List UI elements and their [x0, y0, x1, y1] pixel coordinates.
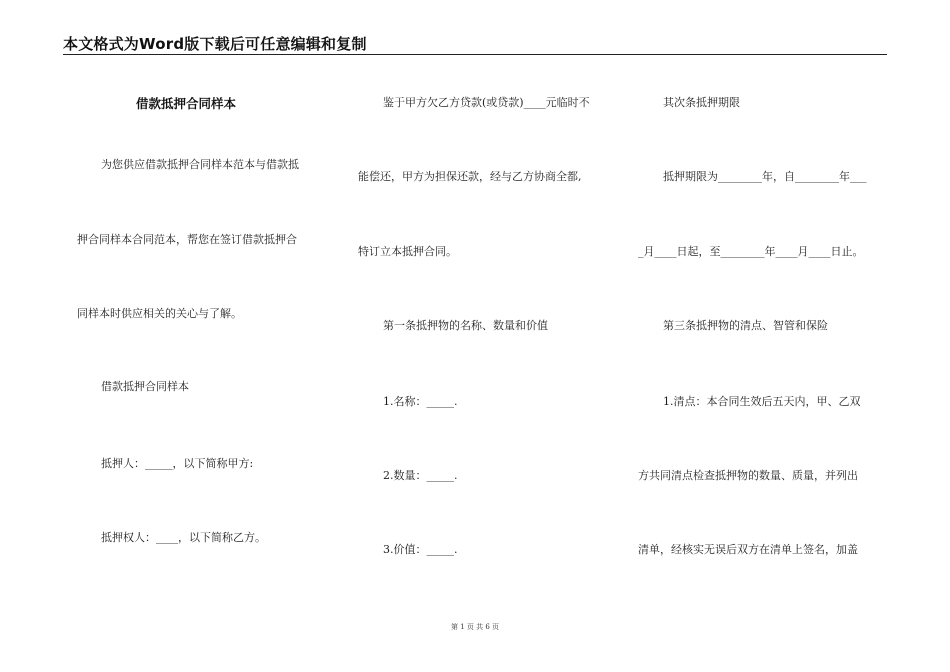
col3-line-7: 清单，经核实无误后双方在清单上签名，加盖: [638, 543, 858, 556]
col1-line-3: 同样本时供应相关的关心与了解。: [77, 307, 242, 320]
col2-line-6: 2.数量：_____.: [383, 469, 458, 482]
col1-line-1: 为您供应借款抵押合同样本范本与借款抵: [101, 158, 299, 171]
col2-line-3: 特订立本抵押合同。: [358, 245, 457, 258]
document-header-title: 本文格式为Word版下载后可任意编辑和复制: [63, 35, 367, 53]
col3-line-1: 其次条抵押期限: [663, 96, 740, 109]
page-indicator: 第 1 页 共 6 页: [450, 623, 500, 631]
col2-line-7: 3.价值：_____.: [383, 543, 458, 556]
col1-line-6: 抵押权人：____，以下简称乙方。: [101, 531, 266, 544]
col1-line-2: 押合同样本合同范本，帮您在签订借款抵押合: [77, 233, 297, 246]
col2-line-1: 鉴于甲方欠乙方贷款(或贷款)____元临时不: [383, 96, 590, 109]
col1-line-5: 抵押人：_____，以下简称甲方:: [101, 457, 254, 470]
col3-line-5: 1.清点：本合同生效后五天内，甲、乙双: [663, 395, 861, 408]
col2-line-2: 能偿还，甲方为担保还款，经与乙方协商全都,: [358, 170, 582, 183]
col3-line-6: 方共同清点检查抵押物的数量、质量，并列出: [638, 469, 858, 482]
col2-line-5: 1.名称：_____.: [383, 395, 458, 408]
col3-line-4: 第三条抵押物的清点、智管和保险: [663, 319, 828, 332]
col3-line-2: 抵押期限为________年，自________年___: [663, 170, 867, 183]
col1-line-4: 借款抵押合同样本: [101, 380, 189, 393]
col3-line-3: _月____日起，至________年____月____日止。: [638, 245, 864, 258]
header-divider: [63, 54, 887, 55]
document-title: 借款抵押合同样本: [136, 96, 237, 111]
col2-line-4: 第一条抵押物的名称、数量和价值: [383, 319, 548, 332]
